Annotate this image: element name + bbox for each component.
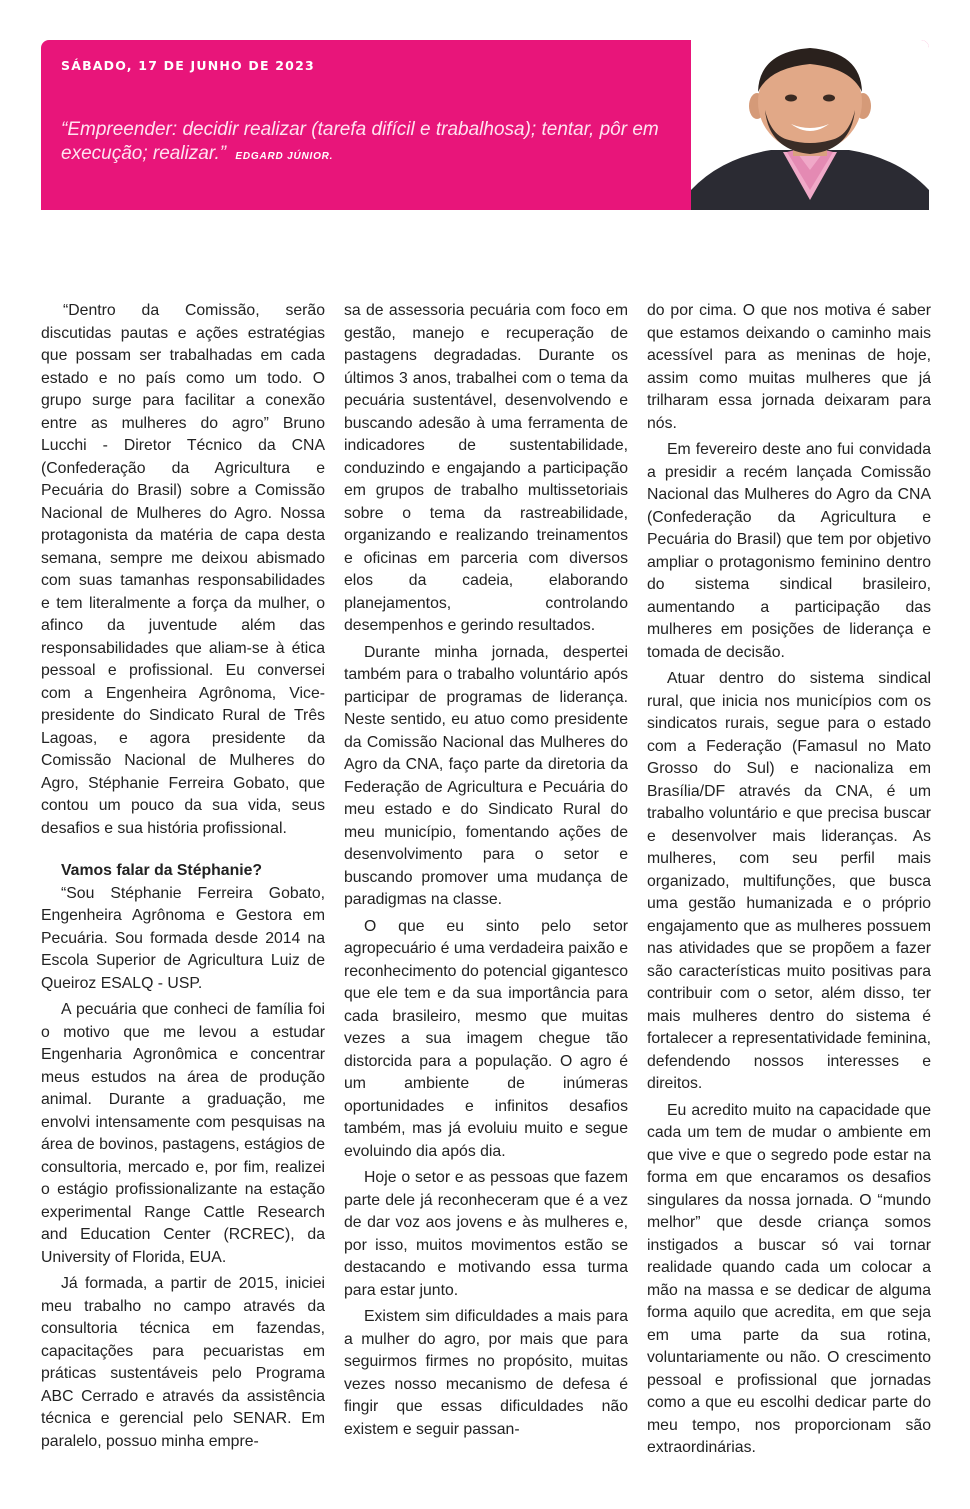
publication-date: SÁBADO, 17 DE JUNHO DE 2023 bbox=[61, 58, 315, 73]
header-quote bbox=[61, 118, 681, 169]
column-header-banner bbox=[41, 40, 929, 210]
paragraph: Já formada, a partir de 2015, iniciei meu trabalho no campo através da consultoria técnica em fazendas, capacitações para pecuaristas em práticas sustentáveis pelo Programa ABC Cerrado e através da assistência técnica e gerencial pelo SENAR. Em paralelo, possuo minha empre- bbox=[41, 1275, 325, 1450]
paragraph: A pecuária que conheci de família foi o motivo que me levou a estudar Engenharia Agronômica e concentrar meus estudos na área de produção animal. Durante a graduação, me envolvi intensamente com pesquisas na área de bovinos, pastagens, estágios de consultoria, mercado e, por fim, realizei o estágio profissionalizante na estação experimental Range Cattle Research and Education Center (RCREC), da University of Florida, EUA. bbox=[41, 1001, 325, 1266]
article-column-2 bbox=[344, 300, 628, 1480]
author-portrait bbox=[691, 40, 929, 210]
paragraph: do por cima. O que nos motiva é saber que estamos deixando o caminho mais acessível para as meninas de hoje, assim como muitas mulheres que já trilharam essa jornada deixaram para nós. bbox=[647, 302, 931, 432]
article-column-1 bbox=[41, 300, 325, 1480]
paragraph: Existem sim dificuldades a mais para a mulher do agro, por mais que para seguirmos firmes no propósito, muitas vezes nosso mecanismo de defesa é fingir que essas dificuldades não existem e seguir passan- bbox=[344, 1308, 628, 1438]
article-body bbox=[41, 300, 931, 1480]
paragraph: O que eu sinto pelo setor agropecuário é uma verdadeira paixão e reconhecimento do potencial gigantesco que ele tem e da sua importância para cada brasileiro, mesmo que muitas vezes a sua imagem chegue tão distorcida para a população. O agro é um ambiente de inúmeras oportunidades e infinitos desafios também, mas já evoluiu muito e segue evoluindo dia após dia. bbox=[344, 917, 628, 1160]
paragraph: Atuar dentro do sistema sindical rural, que inicia nos municípios com os sindicatos rurais, segue para o estado com a Federação (Famasul no Mato Grosso do Sul) e nacionaliza em Brasília/DF através da CNA, é um trabalho voluntário e que precisa buscar e desenvolver mais lideranças. As mulheres, com seu perfil mais organizado, multifunções, que busca uma gestão humanizada e o próprio engajamento que as mulheres possuem nas atividades que se propõem a fazer são características muito positivas para contribuir com o setor, além disso, ter mais mulheres dentro do sistema é fortalecer a representatividade feminina, defendendo nossos interesses e direitos. bbox=[647, 670, 931, 1092]
paragraph: sa de assessoria pecuária com foco em gestão, manejo e recuperação de pastagens degradadas. Durante os últimos 3 anos, trabalhei com o tema da pecuária sustentável, desenvolvendo e buscando adesão à uma ferramenta de indicadores de sustentabilidade, conduzindo e engajando a participação em grupos de trabalho multissetoriais sobre o tema da rastreabilidade, organizando e realizando treinamentos e oficinas em parceria com diversos elos da cadeia, elaborando planejamentos, controlando desempenhos e gerindo resultados. bbox=[344, 302, 628, 634]
article-column-3 bbox=[647, 300, 931, 1480]
quote-text: “Empreender: decidir realizar (tarefa difícil e trabalhosa); tentar, pôr em execução; realizar.” bbox=[61, 119, 659, 164]
paragraph: Durante minha jornada, despertei também para o trabalho voluntário após participar de programas de liderança. Neste sentido, eu atuo como presidente da Comissão Nacional das Mulheres do Agro da CNA, faço parte da diretoria da Federação de Agricultura e Pecuária do meu estado e do Sindicato Rural do meu município, fomentando ações de desenvolvimento para o setor e buscando promover uma mudança de paradigmas na classe. bbox=[344, 643, 628, 908]
paragraph: Eu acredito muito na capacidade que cada um tem de mudar o ambiente em que vive e que o segredo pode estar na forma em que encaramos os desafios singulares da nossa jornada. O “mundo melhor” que desde criança somos instigados a buscar só vai tornar realidade quando cada um colocar a mão na massa e se dedicar de alguma forma aquilo que acredita, em que seja em uma parte da sua rotina, voluntariamente ou não. O crescimento pessoal e profissional que jornadas como a que eu escolhi dedicar parte do meu tempo, nos proporcionam são extraordinárias. bbox=[647, 1101, 931, 1456]
paragraph: “Dentro da Comissão, serão discutidas pautas e ações estratégias que possam ser trabalhadas em cada estado e no país como um todo. O grupo surge para facilitar a conexão entre as mulheres do agro” Bruno Lucchi - Diretor Técnico da CNA (Confederação da Agricultura e Pecuária do Brasil) sobre a Comissão Nacional de Mulheres do Agro. Nossa protagonista da matéria de capa desta semana, sempre me deixou abismado com suas tamanhas responsabilidades e tem literalmente a força da mulher, o afinco da juventude além das responsabilidades que aliam-se à ética pessoal e profissional. Eu conversei com a Engenheira Agrônoma, Vice-presidente do Sindicato Rural de Três Lagoas, e agora presidente da Comissão Nacional de Mulheres do Agro, Stéphanie Ferreira Gobato, que contou um pouco da sua vida, seus desafios e sua história profissional. bbox=[41, 302, 325, 837]
paragraph: Hoje o setor e as pessoas que fazem parte dele já reconheceram que é a vez de dar voz aos jovens e às mulheres e, por isso, muitos movimentos estão se destacando e motivando essa turma para estar junto. bbox=[344, 1169, 628, 1299]
paragraph: Em fevereiro deste ano fui convidada a presidir a recém lançada Comissão Nacional das Mulheres do Agro da CNA (Confederação da Agricultura e Pecuária do Brasil) que tem por objetivo ampliar o protagonismo feminino dentro do sistema sindical brasileiro, aumentando a participação das mulheres em posições de liderança e tomada de decisão. bbox=[647, 441, 931, 661]
subheading: Vamos falar da Stéphanie? bbox=[61, 862, 263, 879]
quote-author: EDGARD JÚNIOR. bbox=[235, 151, 334, 162]
paragraph: “Sou Stéphanie Ferreira Gobato, Engenheira Agrônoma e Gestora em Pecuária. Sou formada desde 2014 na Escola Superior de Agricultura Luiz de Queiroz ESALQ - USP. bbox=[41, 884, 325, 992]
